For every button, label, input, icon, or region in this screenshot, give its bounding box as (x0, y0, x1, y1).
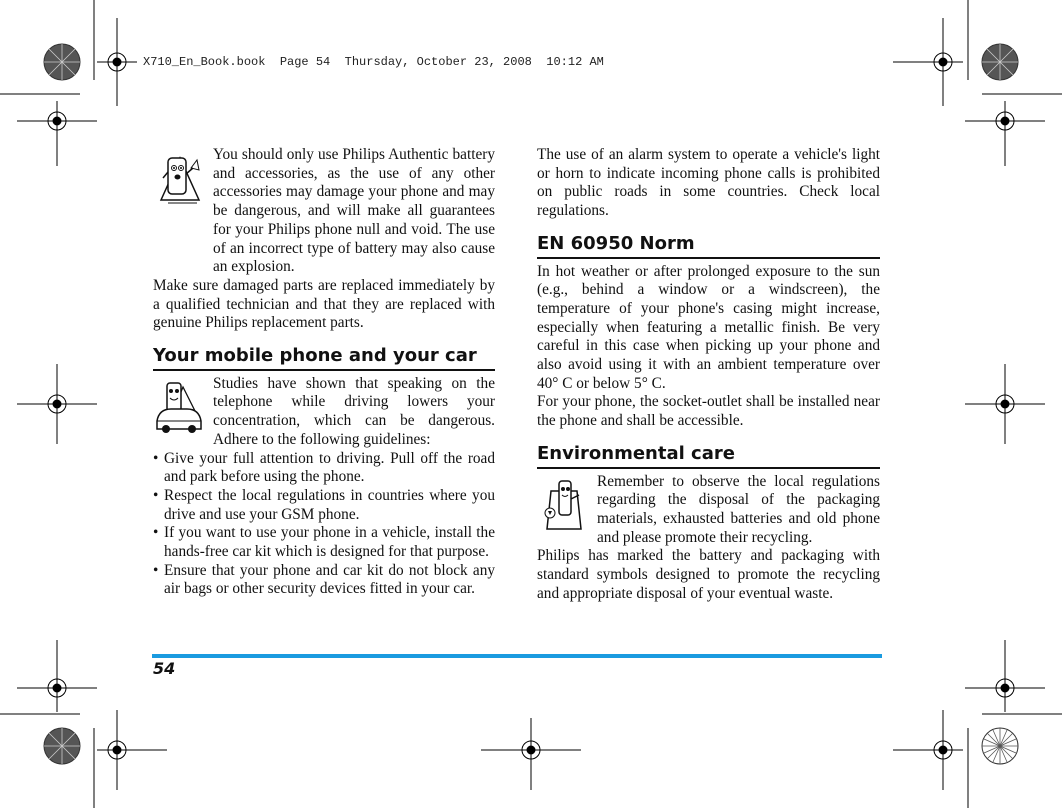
left-column (153, 146, 495, 599)
list-item: • If you want to use your phone in a vehicle, install the hands-free car kit which is designed for that purpose. (153, 524, 495, 561)
socket-paragraph: For your phone, the socket-outlet shall be installed near the phone and shall be accessible. (537, 393, 880, 430)
footer-rule (152, 654, 882, 658)
car-guidelines-list (153, 450, 495, 600)
print-header: X710_En_Book.book Page 54 Thursday, October 23, 2008 10:12 AM (143, 55, 604, 69)
en-norm-heading: EN 60950 Norm (537, 235, 880, 259)
list-item: • Give your full attention to driving. Pull off the road and park before using the phone. (153, 450, 495, 487)
alarm-paragraph: The use of an alarm system to operate a vehicle's light or horn to indicate incoming phone calls is prohibited on public roads in some countries. Check local regulations. (537, 146, 880, 220)
environment-intro-paragraph: Remember to observe the local regulations regarding the disposal of the packaging materials, exhausted batteries and old phone and please promote their recycling. (597, 472, 880, 546)
recycling-phone-icon (537, 475, 591, 535)
right-column (537, 146, 880, 603)
list-item: • Respect the local regulations in countries where you drive and use your GSM phone. (153, 487, 495, 524)
environment-heading: Environmental care (537, 445, 880, 469)
en-norm-paragraph: In hot weather or after prolonged exposure to the sun (e.g., behind a window or a windscreen), the temperature of your phone's casing might increase, especially when featuring a metallic finish. Be very careful in this case when picking up your phone and also avoid using it with an ambient temperature over 40° C or below 5° C. (537, 262, 880, 392)
car-intro-paragraph: Studies have shown that speaking on the telephone while driving lowers your concentration, which can be dangerous. Adhere to the following guidelines: (213, 374, 495, 448)
car-intro-block (153, 375, 495, 450)
list-item: • Ensure that your phone and car kit do not block any air bags or other security devices fitted in your car. (153, 562, 495, 599)
page-number: 54 (153, 659, 176, 678)
replace-paragraph: Make sure damaged parts are replaced immediately by a qualified technician and that they are replaced with genuine Philips replacement parts. (153, 276, 495, 332)
warning-block (153, 146, 495, 277)
warning-paragraph: You should only use Philips Authentic battery and accessories, as the use of any other accessories may damage your phone and may be dangerous, and will make all guarantees for your Philips phone null and void. The use of an incorrect type of battery may also cause an explosion. (213, 146, 495, 276)
environment-intro-block (537, 473, 880, 548)
car-heading: Your mobile phone and your car (153, 347, 495, 371)
phone-car-icon (153, 377, 207, 437)
warning-phone-icon (153, 148, 207, 208)
philips-recycling-paragraph: Philips has marked the battery and packaging with standard symbols designed to promote the recycling and appropriate disposal of your eventual waste. (537, 547, 880, 602)
